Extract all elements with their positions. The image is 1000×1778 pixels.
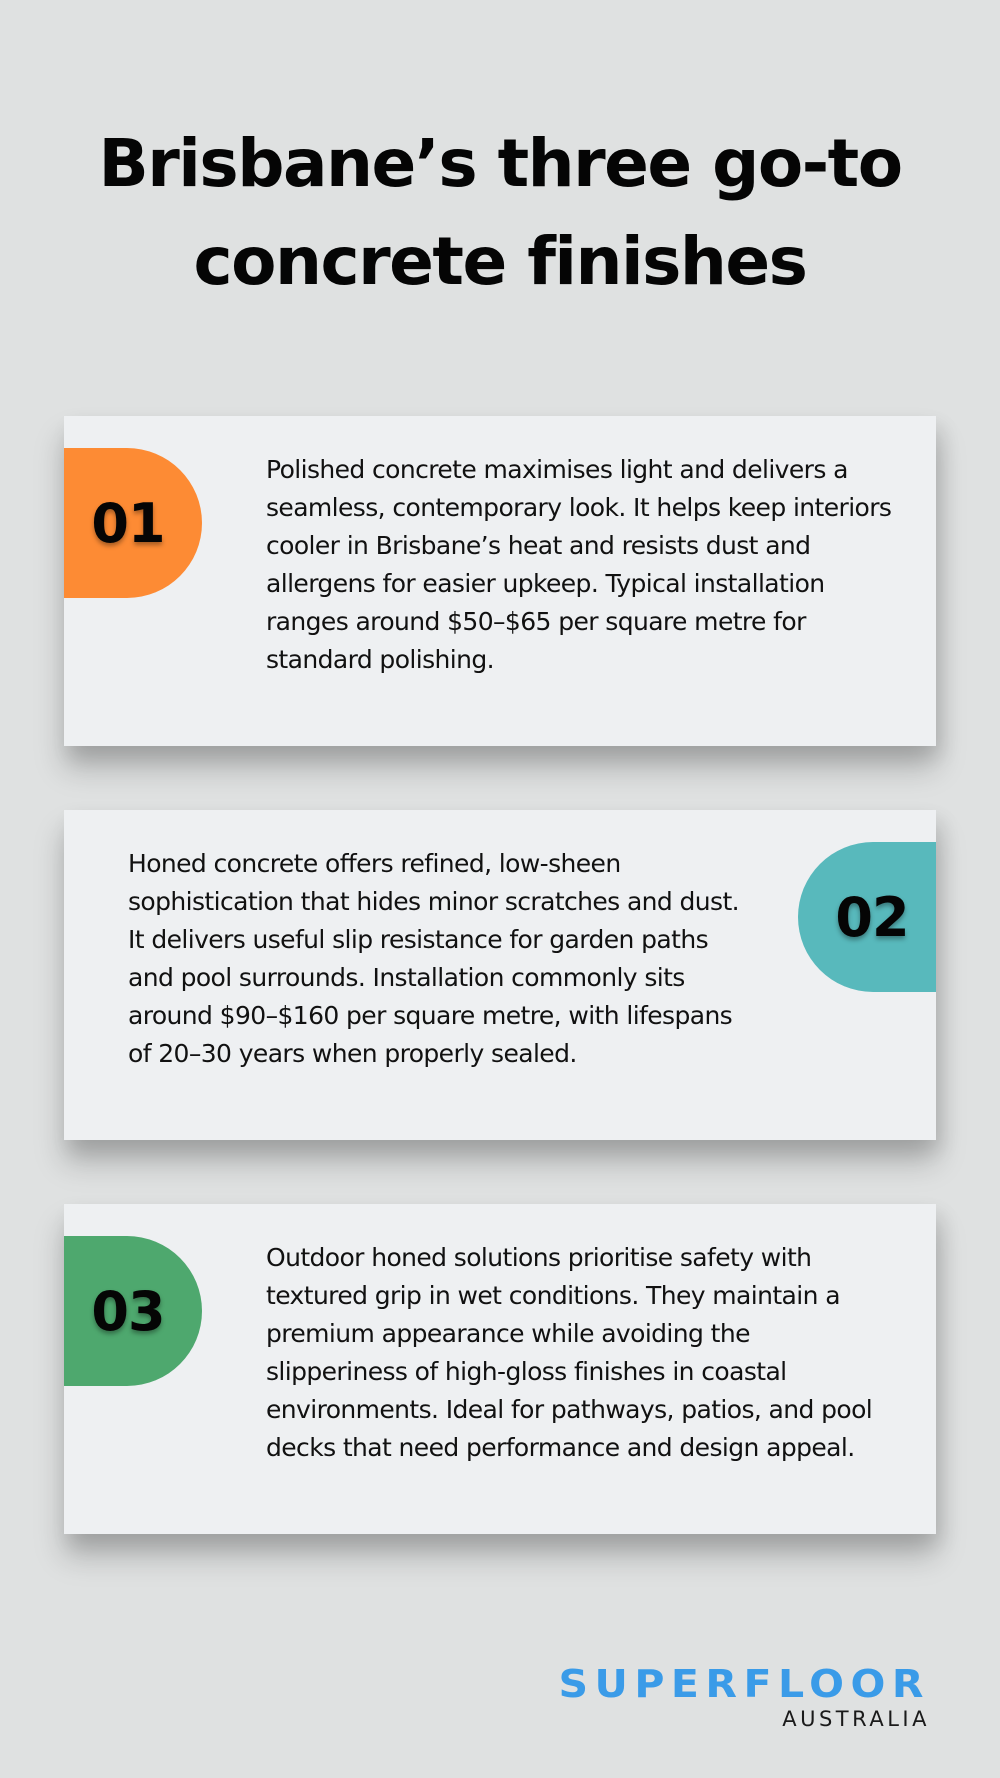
title-line-1: Brisbane’s three go-to [98, 125, 902, 202]
logo-subtitle: AUSTRALIA [782, 1707, 930, 1731]
brand-logo [558, 1662, 930, 1732]
step-number-badge-3: 03 [64, 1236, 202, 1386]
finish-card-1 [64, 416, 936, 746]
page-title [0, 115, 1000, 311]
title-line-2: concrete finishes [193, 223, 807, 300]
step-number-badge-1: 01 [64, 448, 202, 598]
card-2-description: Honed concrete offers refined, low-sheen sophistication that hides minor scratches and dust. It delivers useful slip resistance for garden paths and pool surrounds. Installation commonly sits around $90–$160 per square metre, with lifespans of 20–30 years when properly sealed. [128, 849, 740, 1068]
logo-brand-name: SUPERFLOOR [558, 1662, 930, 1706]
finish-card-3 [64, 1204, 936, 1534]
card-3-description: Outdoor honed solutions prioritise safety with textured grip in wet conditions. They maintain a premium appearance while avoiding the slipperiness of high-gloss finishes in coastal environments. Ideal for pathways, patios, and pool decks that need performance and design appeal. [266, 1243, 873, 1462]
card-1-description: Polished concrete maximises light and delivers a seamless, contemporary look. It helps keep interiors cooler in Brisbane’s heat and resists dust and allergens for easier upkeep. Typical installation ranges around $50–$65 per square metre for standard polishing. [266, 455, 892, 674]
finish-card-2 [64, 810, 936, 1140]
step-number-badge-2: 02 [798, 842, 936, 992]
